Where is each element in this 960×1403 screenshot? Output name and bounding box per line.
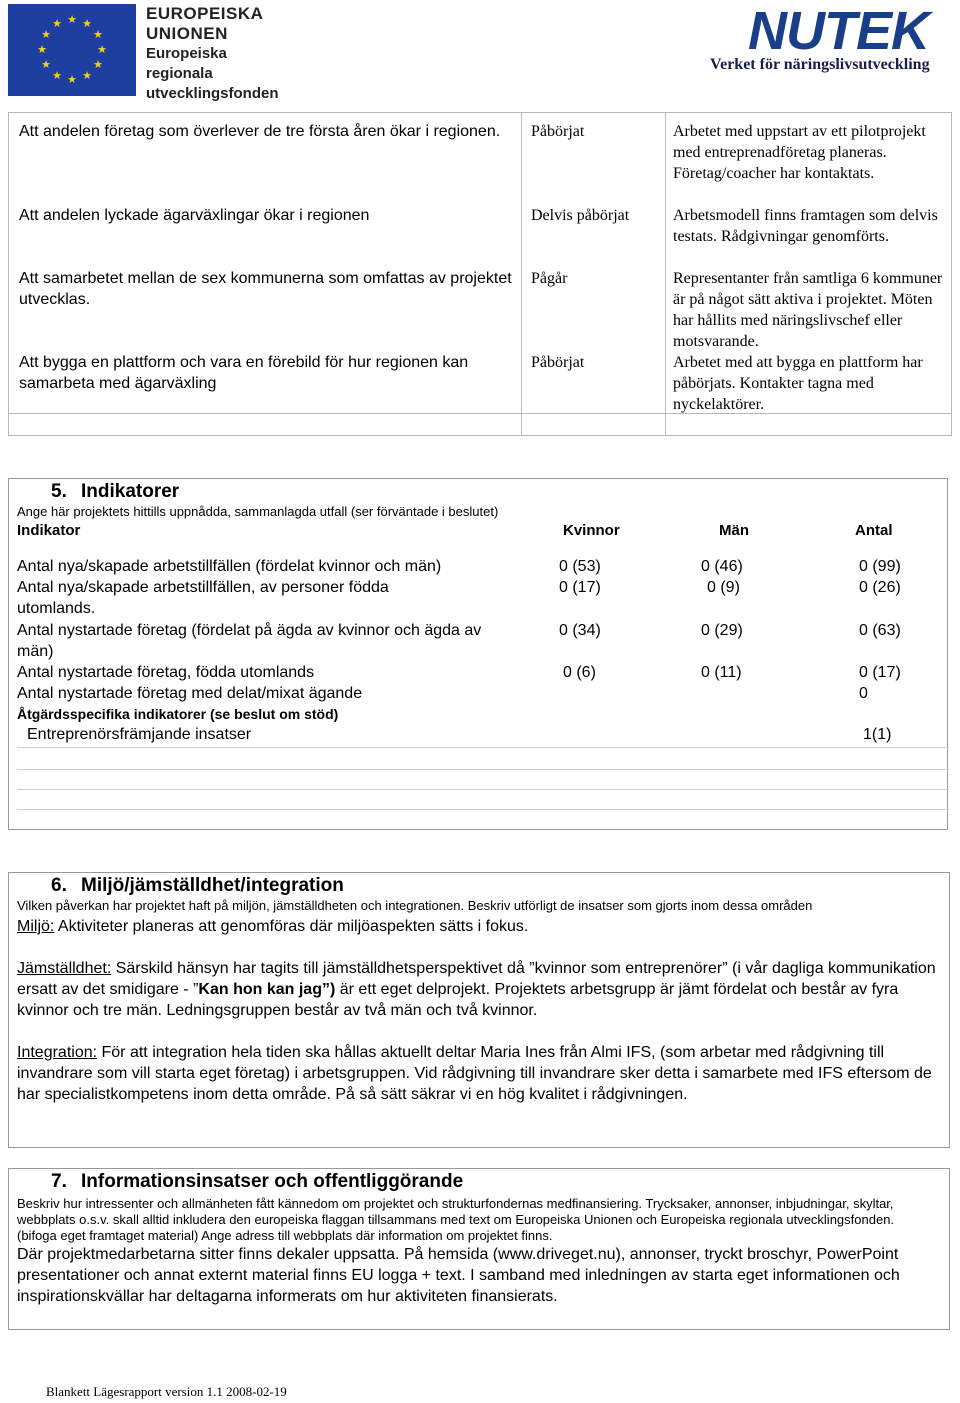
eu-line: UNIONEN	[146, 24, 228, 43]
eu-flag-logo	[8, 4, 136, 96]
goal-text: Att andelen företag som överlever de tre första åren ökar i regionen.	[19, 123, 501, 140]
goal-status: Påbörjat	[531, 123, 585, 140]
indicator-kvinnor: 0 (17)	[559, 579, 601, 596]
integration-paragraph	[17, 1042, 937, 1105]
goal-text: Att andelen lyckade ägarväxlingar ökar i regionen	[19, 207, 370, 224]
empty-row-divider	[17, 769, 949, 770]
indicator-label: Antal nya/skapade arbetstillfällen, av personer födda utomlands.	[17, 579, 389, 617]
goal-status: Delvis påbörjat	[531, 207, 630, 224]
section-title: Informationsinsatser och offentliggörande	[81, 1171, 464, 1192]
goal-comment: Arbetsmodell finns framtagen som delvis testats. Rådgivningar genomförts.	[673, 207, 938, 245]
section-subtitle: Vilken påverkan har projektet haft på miljön, jämställdheten och integrationen. Beskriv utförligt de insatser som gjorts inom dessa områden	[17, 898, 813, 913]
svg-text:★: ★	[67, 13, 77, 26]
indicators-section	[8, 478, 948, 830]
miljo-text: Aktiviteter planeras att genomföras där miljöaspekten sätts i fokus.	[54, 918, 529, 935]
indicator-man: 0 (11)	[701, 664, 742, 681]
svg-text:★: ★	[41, 58, 51, 71]
svg-text:★: ★	[67, 73, 77, 86]
jamstalldhet-label: Jämställdhet:	[17, 960, 112, 977]
section-number: 7.	[51, 1171, 67, 1192]
svg-text:★: ★	[97, 43, 107, 56]
indicator-antal: 0 (63)	[859, 622, 901, 639]
jamstalldhet-text-2: är ett eget delprojekt. Projektets arbetsgrupp är jämt fördelat och består av fyra kvinnor och tre män. Ledningsgruppen består av två män och två kvinnor.	[17, 981, 899, 1019]
goal-comment: Arbetet med att bygga en plattform har påbörjats. Kontakter tagna med nyckelaktörer.	[673, 354, 923, 413]
svg-text:★: ★	[37, 43, 47, 56]
indicator-antal: 0 (26)	[859, 579, 901, 596]
indicator-label: Antal nystartade företag (fördelat på ägda av kvinnor och ägda av män)	[17, 622, 482, 660]
indicator-label: Antal nya/skapade arbetstillfällen (fördelat kvinnor och män)	[17, 558, 442, 575]
indicator-man: 0 (9)	[707, 579, 740, 596]
jamstalldhet-paragraph	[17, 958, 937, 1021]
column-divider	[521, 113, 522, 435]
eu-line: utvecklingsfonden	[146, 85, 279, 102]
section-title: Miljö/jämställdhet/integration	[81, 875, 344, 896]
indicator-man: 0 (29)	[701, 622, 743, 639]
svg-text:★: ★	[52, 69, 62, 82]
empty-row-divider	[17, 789, 949, 790]
section-title: Indikatorer	[81, 481, 180, 502]
integration-label: Integration:	[17, 1044, 98, 1061]
section-subtitle: Ange här projektets hittills uppnådda, sammanlagda utfall (ser förväntade i beslutet)	[17, 504, 499, 519]
information-body: Där projektmedarbetarna sitter finns dekaler uppsatta. På hemsida (www.driveget.nu), annonser, tryckt broschyr, PowerPoint presentationer och annat externt material finns EU logga + text. I samband med inledningen av starta eget informationen och inspirationskvällar har deltagarna informerats om hur aktiviteten finansierats.	[17, 1246, 900, 1305]
indicator-man: 0 (46)	[701, 558, 743, 575]
svg-text:★: ★	[82, 69, 92, 82]
header-antal: Antal	[855, 522, 893, 539]
indicator-antal: 0 (17)	[859, 664, 901, 681]
goal-comment: Representanter från samtliga 6 kommuner är på något sätt aktiva i projektet. Möten har hållits med näringslivschef eller motsvarande.	[673, 270, 943, 350]
eu-fund-text	[146, 4, 279, 104]
integration-text: För att integration hela tiden ska hållas aktuellt deltar Maria Ines från Almi IFS, (som arbetar med rådgivning till invandrare som vill starta eget företag) i arbetsgruppen. Vid rådgivning till invandrare sker detta i samarbete med IFS eftersom de har specialistkompetens inom detta område. På så sätt säkrar vi en hög kvalitet i rådgivningen.	[17, 1044, 932, 1103]
svg-text:★: ★	[82, 17, 92, 30]
footer-version: Blankett Lägesrapport version 1.1 2008-02-19	[46, 1384, 287, 1399]
specific-indicators-heading: Åtgärdsspecifika indikatorer (se beslut om stöd)	[17, 706, 339, 722]
column-divider	[665, 113, 666, 435]
miljo-paragraph	[17, 916, 937, 937]
section-number: 5.	[51, 481, 67, 502]
svg-text:★: ★	[52, 17, 62, 30]
nutek-subtitle: Verket för näringslivsutveckling	[710, 56, 930, 73]
goal-text: Att bygga en plattform och vara en förebild för hur regionen kan samarbeta med ägarväxling	[19, 354, 469, 392]
svg-text:★: ★	[41, 28, 51, 41]
specific-indicator-label: Entreprenörsfrämjande insatser	[27, 726, 252, 743]
svg-text:★: ★	[93, 28, 103, 41]
indicator-kvinnor: 0 (34)	[559, 622, 601, 639]
eu-line: regionala	[146, 65, 213, 82]
header-indikator: Indikator	[17, 522, 81, 539]
indicator-kvinnor: 0 (6)	[563, 664, 596, 681]
information-section	[8, 1168, 950, 1330]
eu-line: Europeiska	[146, 45, 227, 62]
jamstalldhet-bold: Kan hon kan jag”)	[198, 981, 336, 998]
empty-row-divider	[17, 809, 949, 810]
empty-row-divider	[17, 747, 949, 748]
specific-indicator-value: 1(1)	[863, 726, 892, 743]
section-number: 6.	[51, 875, 67, 896]
miljo-label: Miljö:	[17, 918, 55, 935]
header-kvinnor: Kvinnor	[563, 522, 620, 539]
section-subtitle: Beskriv hur intressenter och allmänheten fått kännedom om projektet och strukturfondernas medfinansiering. Trycksaker, annonser, inbjudningar, skyltar, webbplats o.s.v. skall alltid inkludera den europeiska flaggan tillsammans med text om Europeiska Unionen och Europeiska regionala utvecklingsfonden. (bifoga eget framtaget material) Ange adress till webbplats där information om projektet finns.	[17, 1196, 895, 1243]
svg-text:★: ★	[93, 58, 103, 71]
eu-line: EUROPEISKA	[146, 4, 264, 23]
goal-status: Påbörjat	[531, 354, 585, 371]
indicator-antal: 0	[859, 685, 868, 702]
jamstalldhet-text: Särskild hänsyn har tagits till jämställdhetsperspektivet då ”kvinnor som entreprenörer” (i vår dagliga kommunikation ersatt av det smidigare - ”	[17, 960, 936, 998]
goal-text: Att samarbetet mellan de sex kommunerna som omfattas av projektet utvecklas.	[19, 270, 512, 308]
header-man: Män	[719, 522, 749, 539]
environment-equality-section	[8, 872, 950, 1148]
indicator-label: Antal nystartade företag med delat/mixat ägande	[17, 685, 363, 702]
indicator-kvinnor: 0 (53)	[559, 558, 601, 575]
eu-stars-icon	[8, 4, 136, 96]
goals-table	[8, 112, 952, 436]
indicator-label: Antal nystartade företag, födda utomlands	[17, 664, 315, 681]
nutek-logo: NUTEK	[748, 1, 929, 61]
goal-comment: Arbetet med uppstart av ett pilotprojekt med entreprenadföretag planeras. Företag/coacher har kontaktats.	[673, 123, 926, 182]
indicator-antal: 0 (99)	[859, 558, 901, 575]
goal-status: Pågår	[531, 270, 568, 287]
